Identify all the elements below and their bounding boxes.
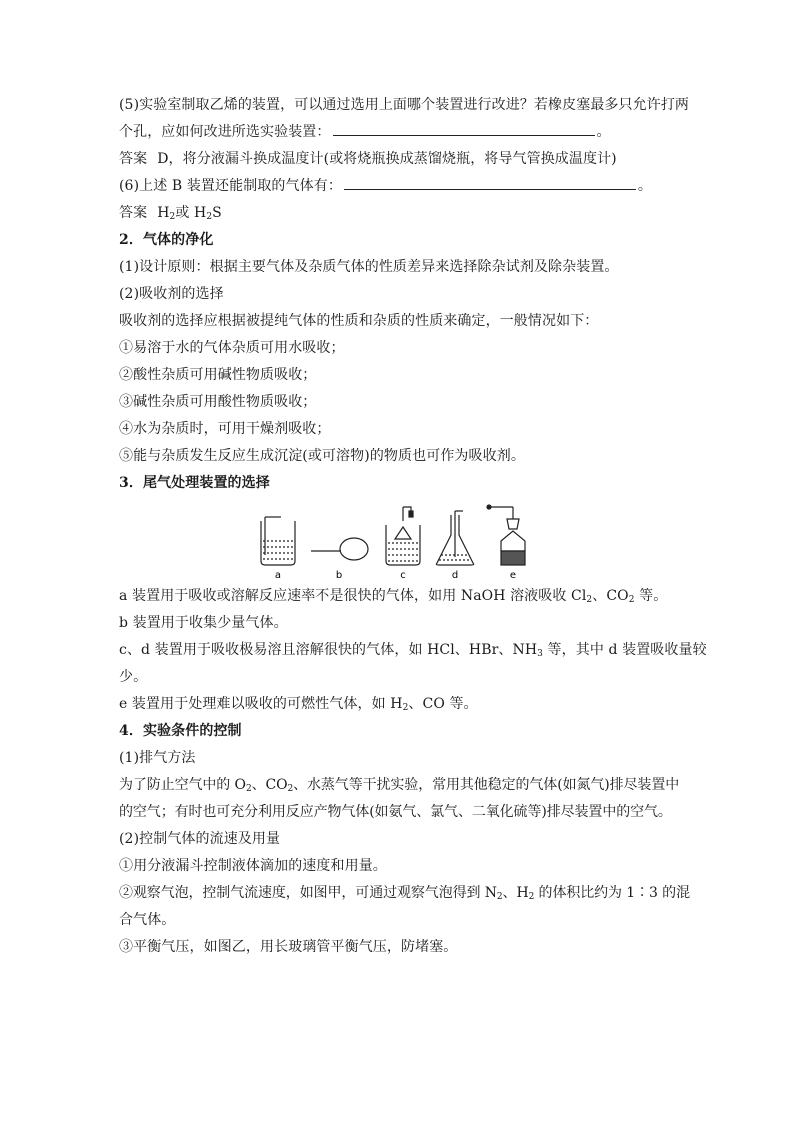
figure-label-a: a xyxy=(274,570,282,581)
figure-label-c: c xyxy=(400,570,406,581)
section-2-item: ①易溶于水的气体杂质可用水吸收； xyxy=(119,340,345,356)
apparatus-c-icon xyxy=(386,507,420,565)
q6-end: 。 xyxy=(637,178,653,194)
section-2-item: ④水为杂质时，可用干燥剂吸收； xyxy=(119,421,331,437)
section-4-s1-title: (1)排气方法 xyxy=(119,750,196,766)
s2-i2-sub2: 2 xyxy=(528,892,535,902)
answer6-mid: 或 H xyxy=(175,205,207,221)
section-2-p3: 吸收剂的选择应根据被提纯气体的性质和杂质的性质来确定，一般情况如下： xyxy=(119,313,599,329)
a-sub1: 2 xyxy=(586,595,593,605)
section-3-b-line: b 装置用于收集少量气体。 xyxy=(119,615,288,631)
answer5 xyxy=(119,146,679,173)
s2-i2-sub1: 2 xyxy=(496,892,503,902)
apparatus-b-icon xyxy=(311,538,368,560)
figure-label-e: e xyxy=(509,570,517,581)
answer6-h2s-tail: S xyxy=(212,205,222,221)
answer6-h2-sub: 2 xyxy=(169,212,176,222)
answer6 xyxy=(119,200,679,227)
q5-line2-text: 个孔，应如何改进所选实验装置： xyxy=(119,124,331,140)
tail-gas-apparatus-figure xyxy=(119,501,679,583)
section-4-s2-item3: ③平衡气压，如图乙，用长玻璃管平衡气压，防堵塞。 xyxy=(119,939,458,955)
s1-mid: 、CO xyxy=(251,777,288,793)
section-3-e-line xyxy=(119,691,679,718)
cd-sub: 3 xyxy=(537,649,543,659)
a-sub2: 2 xyxy=(628,595,635,605)
cd-pre: c、d 装置用于吸收极易溶且溶解很快的气体，如 HCl、HBr、NH xyxy=(119,642,538,658)
s2-i2-post: 的体积比约为 1∶3 的混 xyxy=(534,885,690,901)
document-page xyxy=(119,92,707,961)
section-4-s2-item1: ①用分液漏斗控制液体滴加的速度和用量。 xyxy=(119,858,387,874)
s2-i2-pre: ②观察气泡，控制气流速度，如图甲，可通过观察气泡得到 N xyxy=(119,885,497,901)
q5-line2 xyxy=(119,119,679,146)
s1-sub1: 2 xyxy=(245,784,252,794)
q5-line2-end: 。 xyxy=(596,124,611,140)
answer5-label: 答案 xyxy=(119,151,148,167)
q6-line xyxy=(119,173,679,200)
section-2-p2: (2)吸收剂的选择 xyxy=(119,286,224,302)
answer6-h2: H xyxy=(157,205,170,221)
apparatus-a-icon xyxy=(261,517,295,565)
a-post: 等。 xyxy=(634,588,668,604)
figure-label-d: d xyxy=(451,570,459,581)
s1-pre: 为了防止空气中的 O xyxy=(119,777,246,793)
section-3-cd-line2: 少。 xyxy=(119,669,148,685)
q5-answer-blank[interactable] xyxy=(333,121,595,136)
section-3-cd-line xyxy=(119,637,707,664)
section-3-a-line xyxy=(119,583,679,610)
section-2-title: 2．气体的净化 xyxy=(119,232,214,248)
section-4-s1-line2: 的空气；有时也可充分利用反应产物气体(如氨气、氯气、二氧化硫等)排尽装置中的空气。 xyxy=(119,804,672,820)
section-4-s2-title: (2)控制气体的流速及用量 xyxy=(119,831,281,847)
e-sub: 2 xyxy=(402,703,409,713)
section-4-s1-line1 xyxy=(119,772,679,799)
figure-label-b: b xyxy=(335,570,343,581)
section-2-item: ②酸性杂质可用碱性物质吸收； xyxy=(119,367,317,383)
section-4-s2-item2-line2: 合气体。 xyxy=(119,912,176,928)
s2-i2-mid: 、H xyxy=(502,885,529,901)
answer6-label: 答案 xyxy=(119,205,148,221)
cd-post: 等，其中 d 装置吸收量较 xyxy=(542,642,707,658)
apparatus-diagram xyxy=(251,501,551,583)
e-pre: e 装置用于处理难以吸收的可燃性气体，如 H xyxy=(119,696,403,712)
apparatus-d-icon xyxy=(436,511,473,565)
section-2-p1: (1)设计原则：根据主要气体及杂质气体的性质差异来选择除杂试剂及除杂装置。 xyxy=(119,259,619,275)
section-2-item: ⑤能与杂质发生反应生成沉淀(或可溶物)的物质也可作为吸收剂。 xyxy=(119,448,525,464)
answer6-h2s-sub: 2 xyxy=(206,212,213,222)
section-2-item: ③碱性杂质可用酸性物质吸收； xyxy=(119,394,317,410)
section-3-title: 3．尾气处理装置的选择 xyxy=(119,475,270,491)
q5-line1: (5)实验室制取乙烯的装置，可以通过选用上面哪个装置进行改进？若橡皮塞最多只允许打两 xyxy=(119,97,690,113)
section-4-title: 4．实验条件的控制 xyxy=(119,723,242,739)
a-pre: a 装置用于吸收或溶解反应速率不是很快的气体，如用 NaOH 溶液吸收 Cl xyxy=(119,588,587,604)
q6-answer-blank[interactable] xyxy=(344,175,636,190)
answer5-text: D，将分液漏斗换成温度计(或将烧瓶换成蒸馏烧瓶，将导气管换成温度计) xyxy=(157,151,617,167)
e-post: 、CO 等。 xyxy=(408,696,478,712)
s1-sub2: 2 xyxy=(287,784,294,794)
q6-text: (6)上述 B 装置还能制取的气体有： xyxy=(119,178,342,194)
a-mid: 、CO xyxy=(592,588,629,604)
s1-post: 、水蒸气等干扰实验，常用其他稳定的气体(如氮气)排尽装置中 xyxy=(293,777,680,793)
apparatus-e-icon xyxy=(487,505,525,565)
section-4-s2-item2 xyxy=(119,880,690,907)
